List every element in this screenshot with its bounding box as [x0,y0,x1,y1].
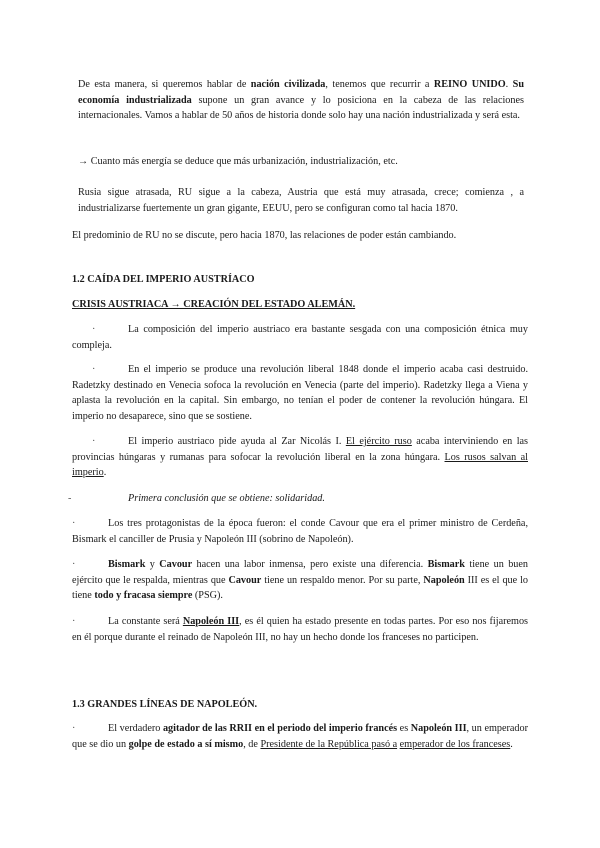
bold-text: REINO UNIDO [433,79,506,90]
bullet-dot-icon: · [72,518,76,529]
bullet-dot-icon: · [72,723,76,734]
text: El predominio de RU no se discute, pero hacia 1870, las relaciones de poder están cambiando. [72,230,457,241]
text: , de [243,738,261,750]
bullet-item-3 [72,434,528,481]
underlined-text: Presidente de la República pasó a [260,738,398,750]
bold-text: Bismark [427,559,465,570]
text: Rusia sigue atrasada, RU sigue a la cabeza, Austria que está muy atrasada, crece; comienza , a industrializarse fuertemente un gran gigante, EEUU, pero se configuran como tal hacia 1870. [78,187,524,214]
text: , es él quien ha estado presente en todas partes. Por eso nos fijaremos en él porque durante el reinado de Napoleón III, no hay un hecho donde los franceses no participen. [72,616,529,643]
underlined-bold-text: Napoleón III [182,616,240,627]
bullet-dot-icon: · [92,436,96,447]
bold-text: Cavour [159,559,193,570]
bullet-item-protagonists [72,516,528,547]
text: tiene un buen ejército que le respalda, mientras que [72,559,529,586]
text: , un emperador que se dio un [72,723,528,750]
text: La constante será [108,616,183,627]
text: , tenemos que recurrir a [325,79,434,90]
text: . [103,467,107,479]
text: El verdadero [108,723,163,734]
text: Los tres protagonistas de la época fueron: el conde Cavour que era el primer ministro de Cerdeña, Bismark el canciller de Prusia y Napoleón III (sobrino de Napoleón). [72,518,528,545]
bullet-item-bismark-cavour [72,557,528,604]
paragraph-ru-predominance [72,228,532,244]
heading-text: 1.3 GRANDES LÍNEAS DE NAPOLEÓN. [72,699,258,710]
italic-text: Primera conclusión que se obtiene: solidaridad. [128,493,325,504]
text: tiene un respaldo menor. Por su parte, [261,574,424,586]
bullet-item-2 [72,362,528,424]
bold-text: Napoleón [423,574,465,586]
bullet-dot-icon: · [72,616,76,627]
subheading-crisis [72,297,532,313]
bold-text: Cavour [228,574,262,586]
bold-text: golpe de estado a sí mismo [128,738,244,750]
text: → Cuanto más energía se deduce que más urbanización, industrialización, etc. [78,156,398,167]
paragraph-russia [78,185,524,216]
bullet-item-agitator [72,721,528,752]
underlined-text: Los rusos salvan al imperio [72,451,528,479]
bold-text: todo y fracasa siempre [94,590,193,602]
text: . [510,738,513,750]
text: El imperio austriaco pide ayuda al Zar Nicolás I. [128,436,346,447]
bold-text: nación civilizada [250,79,326,90]
text: En el imperio se produce una revolución liberal 1848 donde el imperio acaba casi destruido. Radetzky destinado en Venecia sofoca la revolución en Venecia (parte del imperio). Radetzky llega a Viena y aplasta la revolución en la capital. Sin embargo, no tenían el poder de contener la revolución húngara. El imperio no desaparece, sino que se sostiene. [72,364,528,422]
underlined-text: El ejército ruso [345,436,412,447]
bullet-dot-icon: · [92,324,96,335]
bullet-dot-icon: · [92,364,96,375]
text: (PSG). [192,590,223,602]
section-heading-1-3 [72,697,532,713]
text: De esta manera, si queremos hablar de [78,79,251,90]
text: . [505,79,513,90]
bullet-dash-icon: - [68,493,72,504]
text: y [145,559,160,570]
text: supone un gran avance y lo posiciona en la cabeza de las relaciones internacionales. Vamos a hablar de 50 años de historia donde solo hay una nación industrializada y será esta. [78,94,524,122]
bold-text: Napoleón III [410,723,467,734]
text: III es el que lo tiene [72,574,529,602]
heading-text: 1.2 CAÍDA DEL IMPERIO AUSTRÍACO [72,274,255,285]
section-heading-1-2 [72,272,532,288]
paragraph-energy-arrow [78,154,524,170]
bold-text: Bismark [108,559,146,570]
bold-text: Su economía industrializada [78,79,525,106]
bold-text: agitador de las RRII en el periodo del imperio francés [162,723,398,734]
underlined-text: emperador de los franceses [399,738,511,750]
text: es [397,723,411,734]
text: acaba interviniendo en las provincias húngaras y rumanas para sofocar la revolución liberal en la zona húngara. [72,436,529,463]
heading-text: CRISIS AUSTRIACA → CREACIÓN DEL ESTADO ALEMÁN. [72,299,356,310]
text: La composición del imperio austriaco era bastante sesgada con una composición étnica muy compleja. [72,324,528,351]
paragraph-civilized-nation [78,77,524,124]
bullet-item-conclusion [68,491,528,507]
bullet-item-1 [72,322,528,353]
bullet-item-constant-napoleon [72,614,528,645]
bullet-dot-icon: · [72,559,76,570]
text: hacen una labor inmensa, pero existe una diferencia. [192,559,428,570]
